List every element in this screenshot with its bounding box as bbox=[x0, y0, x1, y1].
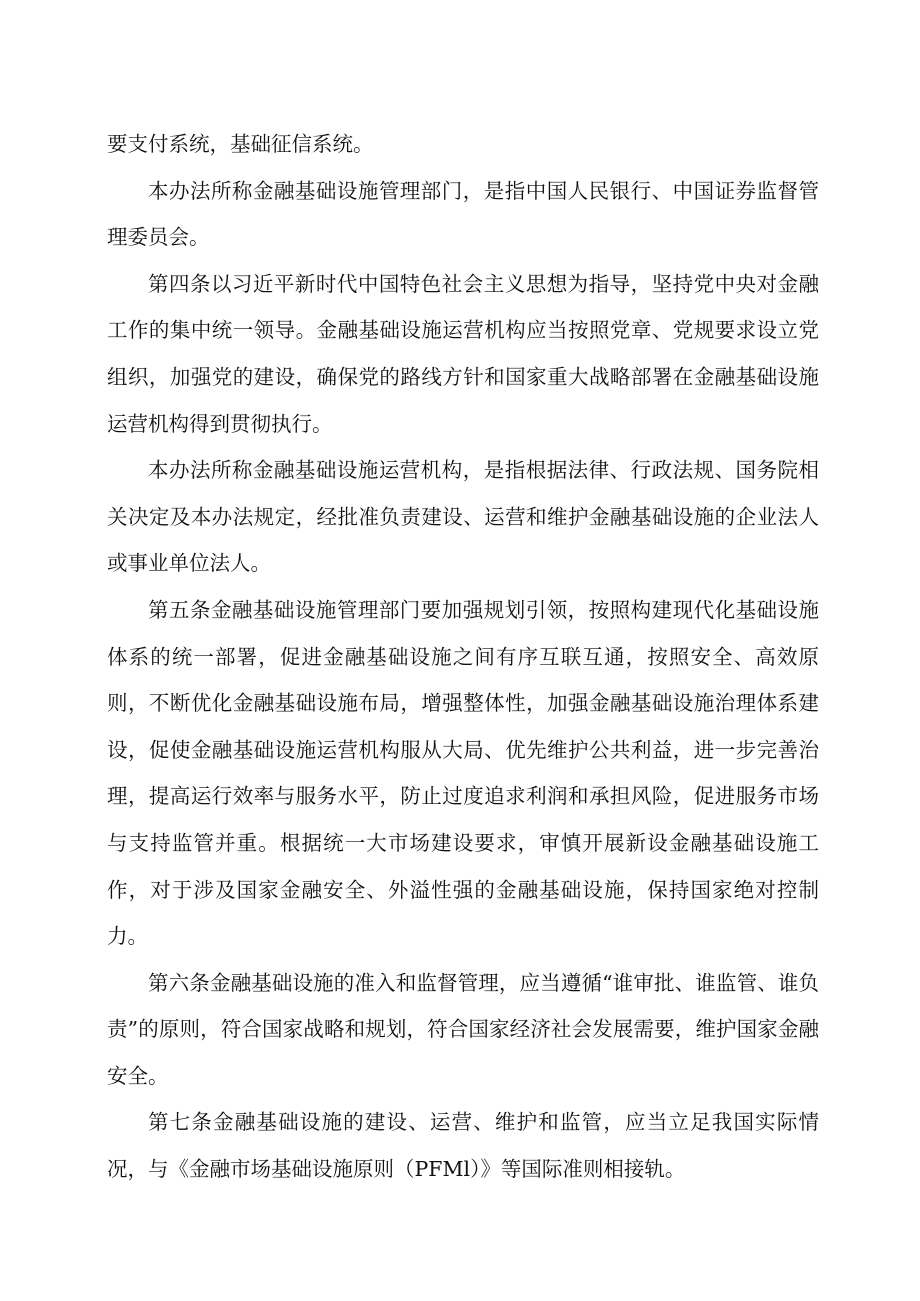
paragraph-article-7: 第七条金融基础设施的建设、运营、维护和监管，应当立足我国实际情况，与《金融市场基础设施原则（PFMl）》等国际准则相接轨。 bbox=[107, 1110, 819, 1182]
paragraph-continuation: 要支付系统，基础征信系统。 bbox=[107, 132, 374, 156]
paragraph-operator-definition: 本办法所称金融基础设施运营机构，是指根据法律、行政法规、国务院相关决定及本办法规定，经批准负责建设、运营和维护金融基础设施的企业法人或事业单位法人。 bbox=[107, 458, 819, 576]
paragraph-article-5: 第五条金融基础设施管理部门要加强规划引领，按照构建现代化基础设施体系的统一部署，促进金融基础设施之间有序互联互通，按照安全、高效原则，不断优化金融基础设施布局，增强整体性，加强金融基础设施治理体系建设，促使金融基础设施运营机构服从大局、优先维护公共利益，进一步完善治理，提高运行效率与服务水平，防止过度追求利润和承担风险，促进服务市场与支持监管并重。根据统一大市场建设要求，审慎开展新设金融基础设施工作，对于涉及国家金融安全、外溢性强的金融基础设施，保持国家绝对控制力。 bbox=[107, 597, 819, 949]
paragraph-article-6: 第六条金融基础设施的准入和监督管理，应当遵循“谁审批、谁监管、谁负责”的原则，符合国家战略和规划，符合国家经济社会发展需要，维护国家金融安全。 bbox=[107, 970, 819, 1088]
document-body bbox=[107, 121, 819, 1193]
paragraph-management-dept-definition: 本办法所称金融基础设施管理部门，是指中国人民银行、中国证券监督管理委员会。 bbox=[107, 178, 819, 250]
paragraph-article-4: 第四条以习近平新时代中国特色社会主义思想为指导，坚持党中央对金融工作的集中统一领导。金融基础设施运营机构应当按照党章、党规要求设立党组织，加强党的建设，确保党的路线方针和国家重大战略部署在金融基础设施运营机构得到贯彻执行。 bbox=[107, 271, 819, 436]
